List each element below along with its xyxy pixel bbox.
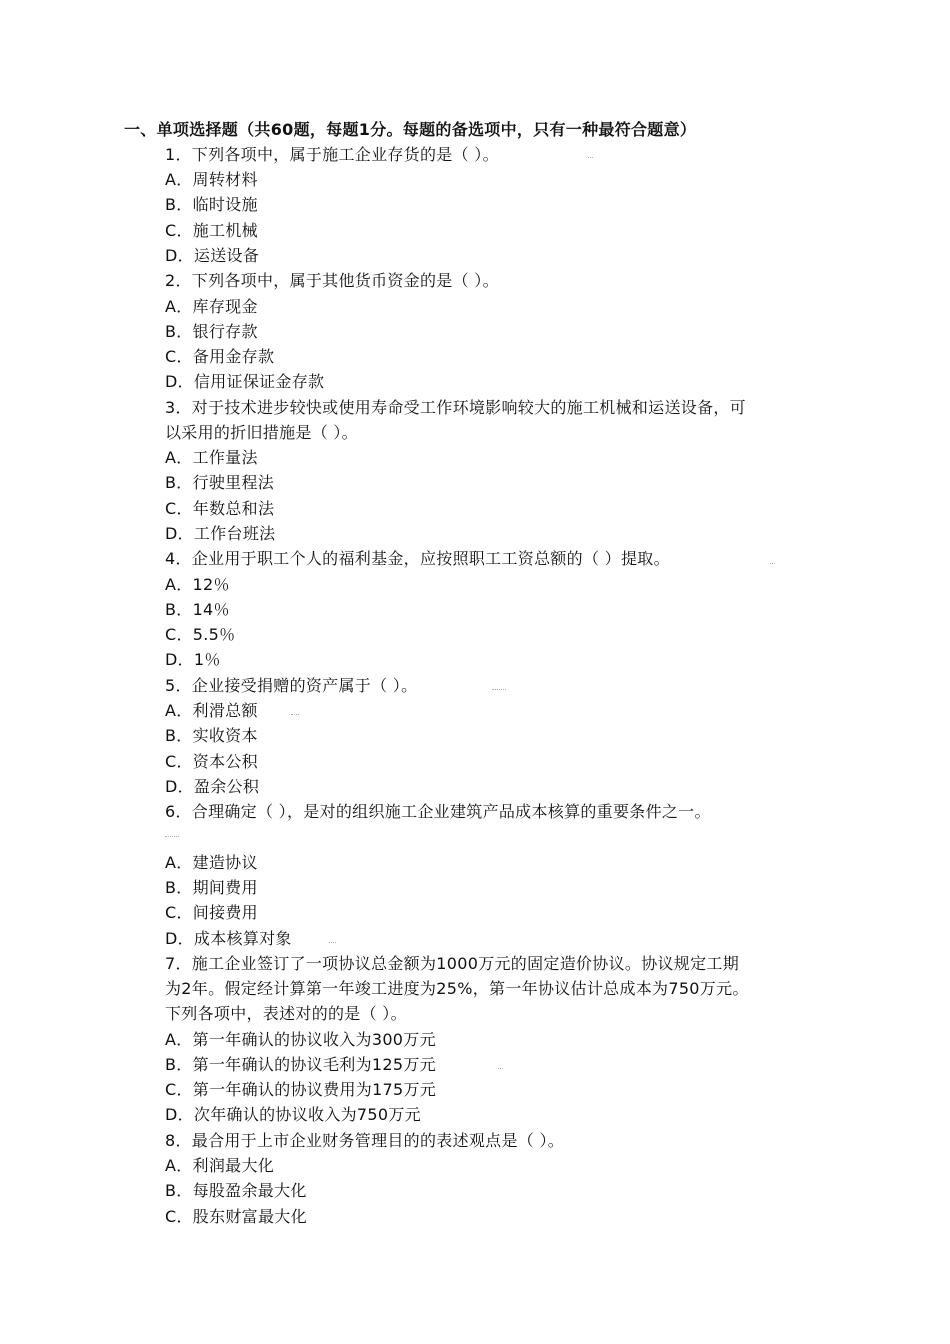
question-line: 8．最合用于上市企业财务管理目的的表述观点是（ ）。 xyxy=(165,1131,565,1150)
scan-artifact xyxy=(291,714,299,716)
question-line: 3．对于技术进步较快或使用寿命受工作环境影响较大的施工机械和运送设备，可 xyxy=(165,398,746,417)
option-line: B．第一年确认的协议毛利为125万元 xyxy=(165,1055,436,1074)
option-line: B．14％ xyxy=(165,600,230,619)
scan-artifact xyxy=(165,836,179,838)
question-line: 4．企业用于职工个人的福利基金，应按照职工工资总额的（ ）提取。 xyxy=(165,549,670,568)
question-line: 6．合理确定（ ），是对的组织施工企业建筑产品成本核算的重要条件之一。 xyxy=(165,802,711,821)
option-line: C．5.5％ xyxy=(165,625,236,644)
option-line: C．第一年确认的协议费用为175万元 xyxy=(165,1080,437,1099)
scan-artifact xyxy=(588,157,593,159)
question-line: 2．下列各项中，属于其他货币资金的是（ ）。 xyxy=(165,271,499,290)
question-line: 7．施工企业签订了一项协议总金额为1000万元的固定造价协议。协议规定工期 xyxy=(165,954,739,973)
option-line: C．施工机械 xyxy=(165,221,258,240)
option-line: D．成本核算对象 xyxy=(165,929,292,948)
option-line: C．年数总和法 xyxy=(165,499,275,518)
option-line: A．利滑总额 xyxy=(165,701,258,720)
scan-artifact xyxy=(770,563,775,565)
scan-artifact xyxy=(498,1068,503,1070)
question-line-continuation: 以采用的折旧措施是（ ）。 xyxy=(165,423,358,442)
option-line: D．运送设备 xyxy=(165,246,260,265)
option-line: A．工作量法 xyxy=(165,448,258,467)
section-heading: 一、单项选择题（共60题，每题1分。每题的备选项中，只有一种最符合题意） xyxy=(124,120,697,139)
question-line: 5．企业接受捐赠的资产属于（ ）。 xyxy=(165,676,418,695)
question-line: 1．下列各项中，属于施工企业存货的是（ ）。 xyxy=(165,145,499,164)
option-line: D．次年确认的协议收入为750万元 xyxy=(165,1105,421,1124)
question-line-continuation: 下列各项中，表述对的的是（ ）。 xyxy=(165,1004,407,1023)
option-line: B．实收资本 xyxy=(165,726,258,745)
scan-artifact xyxy=(329,942,336,944)
option-line: B．行驶里程法 xyxy=(165,473,275,492)
option-line: A．建造协议 xyxy=(165,853,258,872)
question-line-continuation: 为2年。假定经计算第一年竣工进度为25%，第一年协议估计总成本为750万元。 xyxy=(165,979,749,998)
option-line: D．盈余公积 xyxy=(165,777,260,796)
option-line: B．每股盈余最大化 xyxy=(165,1181,307,1200)
option-line: A．第一年确认的协议收入为300万元 xyxy=(165,1030,436,1049)
option-line: C．间接费用 xyxy=(165,903,258,922)
option-line: B．银行存款 xyxy=(165,322,258,341)
option-line: C．备用金存款 xyxy=(165,347,275,366)
option-line: D．1％ xyxy=(165,650,221,669)
option-line: A．周转材料 xyxy=(165,170,258,189)
option-line: D．工作台班法 xyxy=(165,524,276,543)
option-line: A．库存现金 xyxy=(165,297,258,316)
option-line: A．12％ xyxy=(165,575,230,594)
option-line: B．期间费用 xyxy=(165,878,258,897)
option-line: C．股东财富最大化 xyxy=(165,1207,307,1226)
option-line: C．资本公积 xyxy=(165,752,258,771)
option-line: D．信用证保证金存款 xyxy=(165,372,325,391)
scan-artifact xyxy=(492,689,506,691)
option-line: B．临时设施 xyxy=(165,195,258,214)
option-line: A．利润最大化 xyxy=(165,1156,275,1175)
